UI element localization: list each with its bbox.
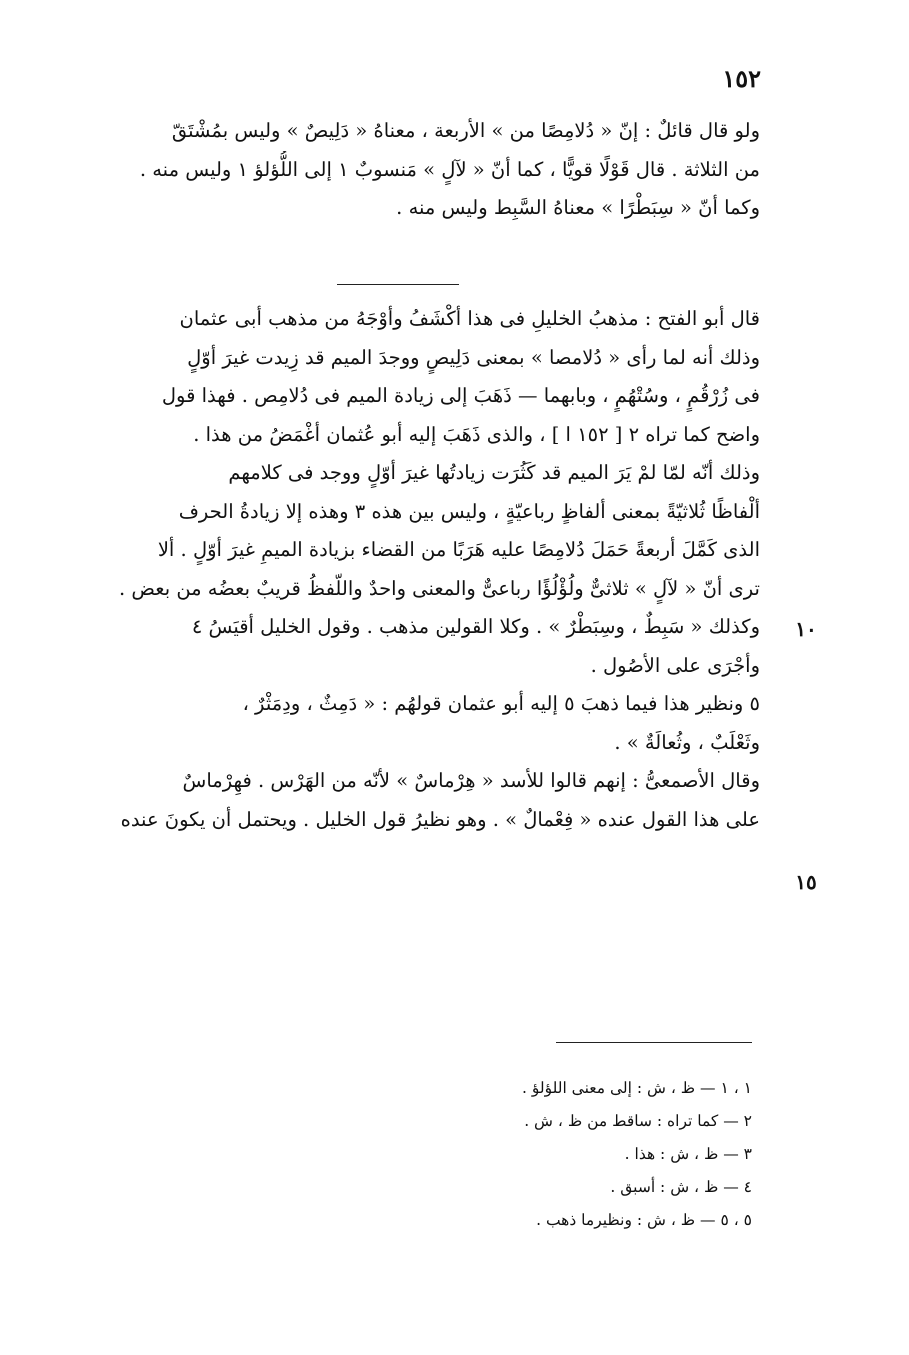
text-line: وذلك أنه لما رأى « دُلامصا » بمعنى دَلِيصٍ ووجدَ الميم قد زِيدت غيرَ أوّلٍ [187, 345, 760, 369]
text-line: وذلك أنّه لمّا لمْ يَرَ الميم قد كَثُرَت زيادتُها غيرَ أوّلٍ ووجد فى كلامهم [228, 461, 760, 484]
text-line: الذى كَمَّلَ أربعةً حَمَلَ دُلامِصًا عليه هَرَبًا من القضاء بزيادة الميمِ غيرَ أوّلٍ . ألا [157, 538, 760, 561]
page-number: ١٥٢ [722, 64, 761, 93]
footnote: ٢ — كما تراه : ساقط من ظ ، ش . [524, 1112, 752, 1130]
text-line: ٥ ونظير هذا فيما ذهبَ ٥ إليه أبو عثمان قولهُم : « دَمِثٌ ، ودِمَثْرٌ ، [242, 692, 760, 715]
text-line: وأجْرَى على الأصُول . [590, 653, 760, 677]
text-line: وقال الأصمعىُّ : إنهم قالوا للأسد « هِرْماسٌ » لأنّه من الهَرْس . فهِرْماسٌ [182, 769, 760, 792]
text-line: واضح كما تراه ٢ [ ١٥٢ ا ] ، والذى ذَهَبَ إليه أبو عُثمان أغْمَضُ من هذا . [193, 422, 760, 446]
footnotes [440, 1072, 752, 1237]
text-line: وكذلك « سَبِطٌ ، وسِبَطْرٌ » . وكلا القولين مذهب . وقول الخليل أقيَسُ ٤ [191, 615, 760, 638]
text-line: فى زُرْقُمٍ ، وسُتْهُمٍ ، وبابهما — ذَهَبَ إلى زيادة الميم فى دُلامِص . فهذا قول [161, 384, 760, 407]
paragraph-opening [54, 112, 760, 228]
text-line: على هذا القول عنده « فِعْمالٌ » . وهو نظيرُ قول الخليل . ويحتمل أن يكونَ عنده [120, 807, 760, 831]
paragraph-commentary [54, 300, 760, 839]
text-line: من الثلاثة . قال قَوْلًا قويًّا ، كما أنّ « لآلٍ » مَنسوبٌ ١ إلى اللُّؤلؤ ١ وليس منه . [139, 157, 760, 181]
footnote: ٥ ، ٥ — ظ ، ش : ونظيرما ذهب . [536, 1211, 752, 1229]
footnote: ٤ — ظ ، ش : أسبق . [610, 1178, 752, 1196]
footnote: ٣ — ظ ، ش : هذا . [624, 1145, 752, 1163]
section-divider [337, 284, 459, 285]
text-line: ترى أنّ « لآلٍ » ثلاثىٌّ ولُؤْلُؤًا رباعىٌّ والمعنى واحدٌ واللّفظُ قريبٌ بعضُه من بعض . [119, 576, 760, 600]
margin-line-number: ١٥ [795, 870, 817, 894]
text-line: وكما أنّ « سِبَطْرًا » معناهُ السَّبِط وليس منه . [396, 196, 760, 219]
text-line: ألْفاظًا ثُلاثيّةً بمعنى ألفاظٍ رباعيّةٍ ، وليس بين هذه ٣ وهذه إلا زيادةُ الحرف [178, 499, 760, 523]
text-line: وثَعْلَبٌ ، وثُعالَةٌ » . [614, 730, 760, 754]
text-line: قال أبو الفتح : مذهبُ الخليلِ فى هذا أكْشَفُ وأوْجَهُ من مذهب أبى عثمان [179, 307, 760, 330]
footnote: ١ ، ١ — ظ ، ش : إلى معنى اللؤلؤ . [522, 1079, 752, 1097]
text-line: ولو قال قائلٌ : إنّ « دُلامِصًا من » الأربعة ، معناهُ « دَلِيصٌ » وليس بمُشْتَقّ [171, 119, 760, 142]
footnote-divider [556, 1042, 752, 1043]
margin-line-number: ١٠ [795, 617, 817, 641]
